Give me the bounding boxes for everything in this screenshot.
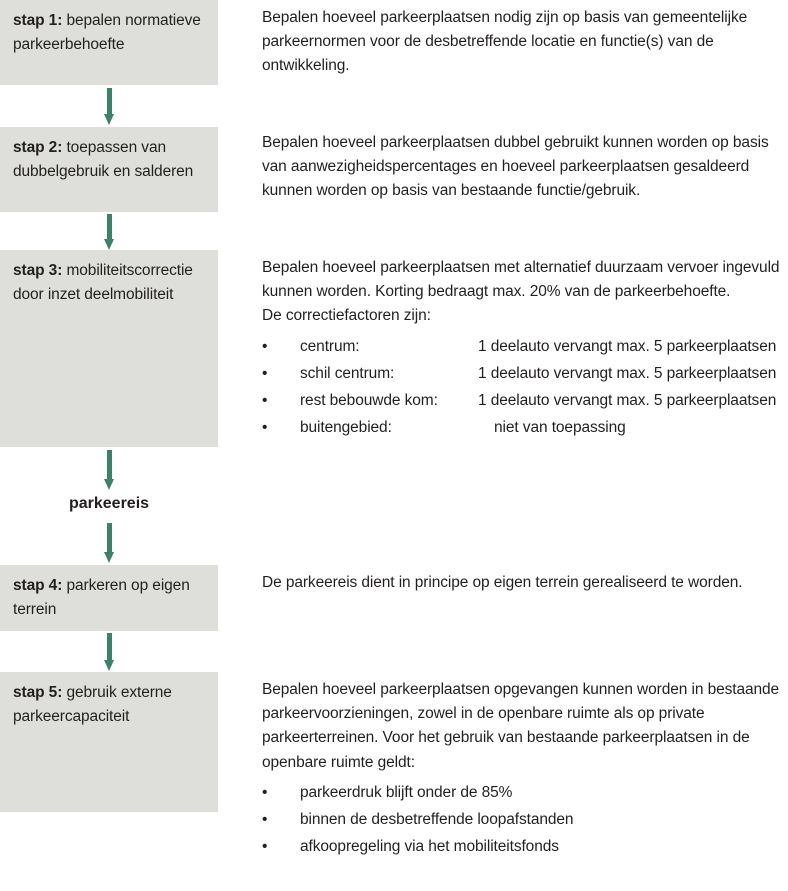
step-1-title: bepalen normatieve parkeerbehoefte (13, 12, 201, 53)
list-item (262, 335, 782, 359)
list-item (262, 389, 782, 413)
list-item (262, 835, 782, 859)
step-1-description-block (262, 6, 782, 79)
bullet-value: 1 deelauto vervangt max. 5 parkeerplaatsen (478, 391, 777, 409)
step-3-label: stap 3: (13, 262, 63, 279)
arrow-shaft (107, 633, 112, 660)
bullet-icon: • (262, 391, 268, 409)
step-5-bullet-list (262, 781, 782, 860)
list-item (262, 416, 782, 440)
step-box-2 (0, 127, 218, 212)
step-4-description: De parkeereis dient in principe op eigen terrein gerealiseerd te worden. (262, 574, 743, 591)
bullet-value: 1 deelauto vervangt max. 5 parkeerplaatsen (478, 337, 777, 355)
bullet-term: schil centrum: (300, 364, 395, 382)
bullet-term: parkeerdruk blijft onder de 85% (300, 783, 513, 801)
step-box-3 (0, 250, 218, 447)
step-box-4 (0, 565, 218, 631)
parkeereis-label: parkeereis (68, 495, 150, 512)
list-item (262, 362, 782, 386)
arrow-head (104, 552, 114, 563)
step-3-description: Bepalen hoeveel parkeerplaatsen met alternatief duurzaam vervoer ingevuld kunnen worden. Korting bedraagt max. 20% van de parkeerbehoefte. (262, 259, 780, 301)
step-1-label: stap 1: (13, 12, 63, 29)
arrow-shaft (107, 523, 112, 552)
bullet-term: rest bebouwde kom: (300, 391, 438, 409)
bullet-icon: • (262, 783, 268, 801)
bullet-term: buitengebied: (300, 419, 392, 437)
arrow-step2-to-step3 (104, 214, 115, 250)
arrow-head (104, 239, 114, 250)
arrow-step3-to-parkeereis (104, 450, 115, 490)
step-4-label: stap 4: (13, 577, 63, 594)
bullet-term: afkoopregeling via het mobiliteitsfonds (300, 838, 559, 856)
arrow-shaft (107, 88, 112, 114)
arrow-shaft (107, 450, 112, 479)
step-1-description: Bepalen hoeveel parkeerplaatsen nodig zijn op basis van gemeentelijke parkeernormen voor de desbetreffende locatie en functie(s) van de ontwikkeling. (262, 9, 748, 75)
list-item (262, 781, 782, 805)
bullet-icon: • (262, 419, 268, 437)
step-5-description: Bepalen hoeveel parkeerplaatsen opgevangen kunnen worden in bestaande parkeervoorzieningen, zowel in de openbare ruimte als op private parkeerterreinen. Voor het gebruik van bestaande parkeerplaatsen in de openbare ruimte geldt: (262, 681, 780, 771)
arrow-head (104, 479, 114, 490)
step-5-label: stap 5: (13, 684, 63, 701)
arrow-head (104, 660, 114, 671)
bullet-term: centrum: (300, 337, 360, 355)
bullet-value: 1 deelauto vervangt max. 5 parkeerplaatsen (478, 364, 777, 382)
step-3-description-2: De correctiefactoren zijn: (262, 307, 431, 325)
bullet-term: binnen de desbetreffende loopafstanden (300, 810, 574, 828)
step-4-description-block (262, 571, 782, 595)
step-3-description-block (262, 256, 782, 443)
bullet-icon: • (262, 838, 268, 856)
bullet-icon: • (262, 364, 268, 382)
arrow-parkeereis-to-step4 (104, 523, 115, 563)
bullet-value: niet van toepassing (494, 419, 626, 437)
step-5-title: gebruik externe parkeercapaciteit (13, 684, 172, 725)
step-2-description: Bepalen hoeveel parkeerplaatsen dubbel gebruikt kunnen worden op basis van aanwezigheidspercentages en hoeveel parkeerplaatsen gesaldeerd kunnen worden op basis van bestaande functie/gebruik. (262, 134, 769, 200)
step-box-1 (0, 0, 218, 85)
arrow-step1-to-step2 (104, 88, 115, 125)
arrow-shaft (107, 214, 112, 239)
step-4-title: parkeren op eigen terrein (13, 577, 190, 618)
step-2-label: stap 2: (13, 139, 63, 156)
step-box-5 (0, 672, 218, 812)
step-3-title: mobiliteitscorrectie door inzet deelmobiliteit (13, 262, 193, 303)
step-2-title: toepassen van dubbelgebruik en salderen (13, 139, 194, 180)
bullet-icon: • (262, 337, 268, 355)
step-5-description-block (262, 678, 782, 862)
arrow-step4-to-step5 (104, 633, 115, 671)
bullet-icon: • (262, 810, 268, 828)
list-item (262, 808, 782, 832)
arrow-head (104, 114, 114, 125)
step-3-bullet-list (262, 335, 782, 441)
step-2-description-block (262, 131, 782, 204)
